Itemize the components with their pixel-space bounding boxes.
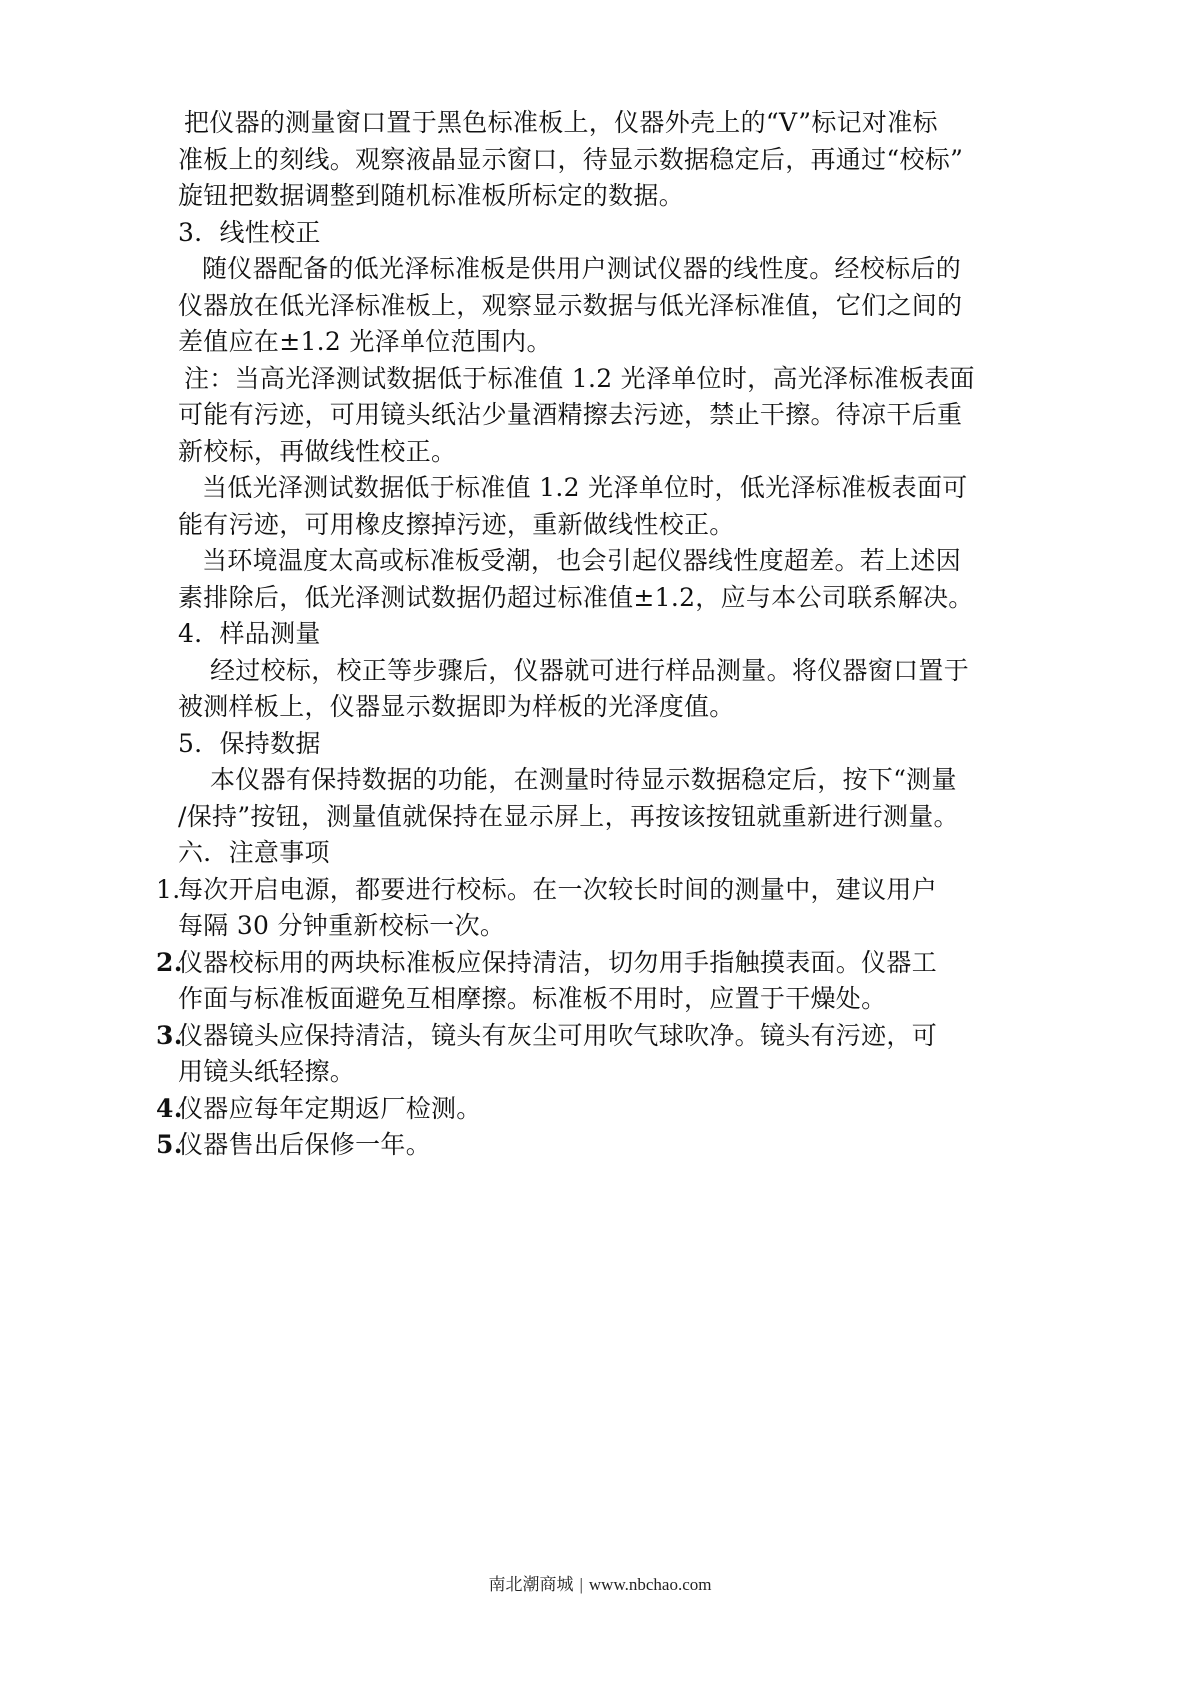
section-precautions xyxy=(156,835,1068,1164)
text-line: /保持”按钮，测量值就保持在显示屏上，再按该按钮就重新进行测量。 xyxy=(178,801,959,831)
text-line: 准板上的刻线。观察液晶显示窗口，待显示数据稳定后，再通过“校标” xyxy=(178,144,964,174)
paragraph xyxy=(178,251,1068,361)
footer-site-name: 南北潮商城 xyxy=(488,1575,574,1594)
text-line: 用镜头纸轻擦。 xyxy=(178,1057,356,1086)
text-line: 仪器售出后保修一年。 xyxy=(178,1130,432,1159)
text-line: 每隔 30 分钟重新校标一次。 xyxy=(178,911,506,940)
footer-separator: | xyxy=(579,1575,583,1594)
page-footer xyxy=(0,1570,1200,1595)
list-item xyxy=(156,945,1068,1018)
text-line: 差值应在±1.2 光泽单位范围内。 xyxy=(178,327,552,356)
section-heading: 3．线性校正 xyxy=(178,217,321,247)
text-line: 本仪器有保持数据的功能，在测量时待显示数据稳定后，按下“测量 xyxy=(210,765,957,794)
section-heading: 5．保持数据 xyxy=(178,728,321,758)
section-sample-measurement xyxy=(178,616,1068,726)
text-line: 仪器应每年定期返厂检测。 xyxy=(178,1093,482,1123)
list-number: 1. xyxy=(156,874,181,904)
list-item xyxy=(156,1091,1068,1128)
text-line: 把仪器的测量窗口置于黑色标准板上，仪器外壳上的“V”标记对准标 xyxy=(184,108,938,137)
text-line: 注：当高光泽测试数据低于标准值 1.2 光泽单位时，高光泽标准板表面 xyxy=(184,363,975,393)
text-line: 仪器放在低光泽标准板上，观察显示数据与低光泽标准值，它们之间的 xyxy=(178,290,963,320)
list-item xyxy=(156,872,1068,945)
paragraph xyxy=(178,543,1068,616)
section-heading: 4．样品测量 xyxy=(178,619,321,648)
section-hold-data xyxy=(178,726,1068,836)
footer-url-link[interactable]: www.nbchao.com xyxy=(588,1575,712,1594)
text-line: 经过校标，校正等步骤后，仪器就可进行样品测量。将仪器窗口置于 xyxy=(210,655,970,685)
list-number: 3. xyxy=(156,1020,183,1050)
text-line: 作面与标准板面避免互相摩擦。标准板不用时，应置于干燥处。 xyxy=(178,984,887,1013)
list-number: 5. xyxy=(156,1130,183,1159)
list-item xyxy=(156,1018,1068,1091)
list-number: 2. xyxy=(156,947,183,977)
document-body xyxy=(156,105,1068,1164)
text-line: 当低光泽测试数据低于标准值 1.2 光泽单位时，低光泽标准板表面可 xyxy=(202,473,968,502)
text-line: 素排除后，低光泽测试数据仍超过标准值±1.2，应与本公司联系解决。 xyxy=(178,582,974,612)
text-line: 当环境温度太高或标准板受潮，也会引起仪器线性度超差。若上述因 xyxy=(202,546,962,575)
paragraph xyxy=(178,653,1068,726)
text-line: 新校标，再做线性校正。 xyxy=(178,436,457,466)
list-item xyxy=(156,1127,1068,1164)
section-heading: 六．注意事项 xyxy=(178,838,330,867)
text-line: 仪器校标用的两块标准板应保持清洁，切勿用手指触摸表面。仪器工 xyxy=(178,947,938,977)
text-line: 仪器镜头应保持清洁，镜头有灰尘可用吹气球吹净。镜头有污迹，可 xyxy=(178,1020,938,1050)
paragraph xyxy=(178,470,1068,543)
text-line: 随仪器配备的低光泽标准板是供用户测试仪器的线性度。经校标后的 xyxy=(202,254,962,283)
text-line: 被测样板上，仪器显示数据即为样板的光泽度值。 xyxy=(178,692,735,721)
note-paragraph xyxy=(178,361,1068,471)
text-line: 旋钮把数据调整到随机标准板所标定的数据。 xyxy=(178,181,685,210)
text-line: 可能有污迹，可用镜头纸沾少量酒精擦去污迹，禁止干擦。待凉干后重 xyxy=(178,400,963,429)
text-line: 每次开启电源，都要进行校标。在一次较长时间的测量中，建议用户 xyxy=(178,874,938,904)
text-line: 能有污迹，可用橡皮擦掉污迹，重新做线性校正。 xyxy=(178,509,735,539)
list-number: 4. xyxy=(156,1093,183,1123)
section-linearity-correction xyxy=(178,215,1068,617)
paragraph xyxy=(178,762,1068,835)
intro-paragraph xyxy=(178,105,1068,215)
